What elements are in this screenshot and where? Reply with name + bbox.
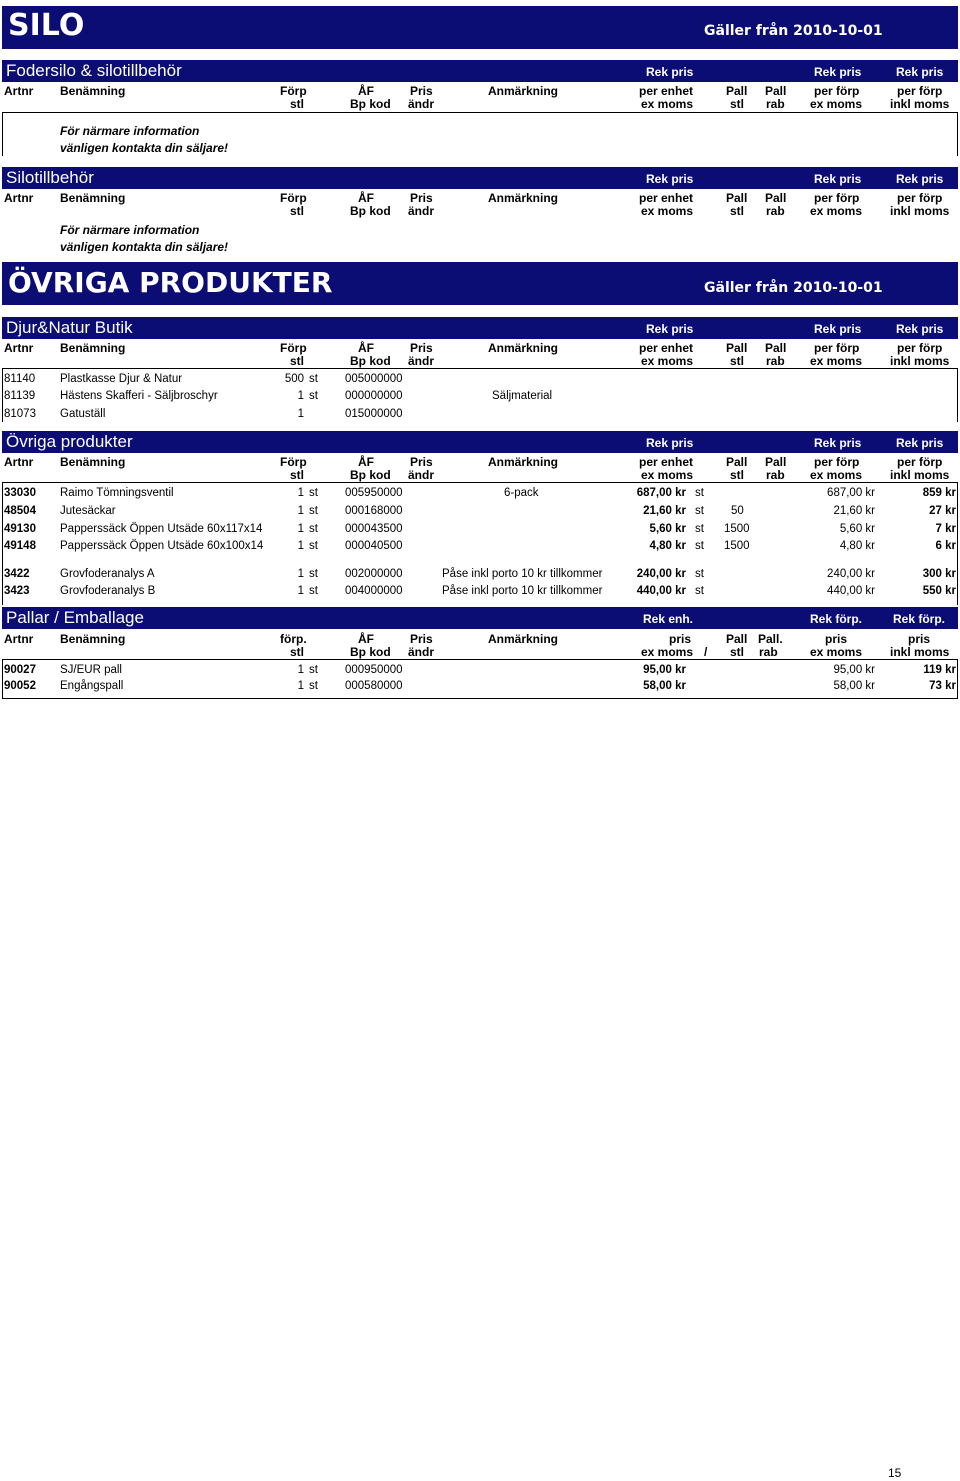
cell-qty: 1 <box>297 390 304 402</box>
col-inkl-moms: inkl moms <box>890 204 950 218</box>
cell-price: 5,60 kr <box>649 523 686 535</box>
col-andr: ändr <box>408 468 435 482</box>
rek-label: Rek förp. <box>810 612 863 626</box>
cell-unit: st <box>309 390 318 402</box>
col-ex-moms2: ex moms <box>810 468 863 482</box>
col-stl: stl <box>290 97 305 111</box>
cell-qty: 1 <box>297 680 304 692</box>
divider <box>957 482 958 605</box>
col-pris: Pris <box>410 632 433 646</box>
cell-inkl-moms: 73 kr <box>929 680 956 692</box>
cell-artnr: 90027 <box>4 664 36 676</box>
silo-title: SILO <box>8 8 85 43</box>
ovr-header-bar <box>2 431 958 453</box>
col-bpkod: Bp kod <box>350 204 391 218</box>
col-bpkod: Bp kod <box>350 97 391 111</box>
col-benamning: Benämning <box>60 455 126 469</box>
col-ex-moms: ex moms <box>641 645 694 659</box>
col-pall2: Pall. <box>758 632 783 646</box>
col-benamning: Benämning <box>60 191 126 205</box>
divider <box>2 368 958 369</box>
cell-code: 005000000 <box>345 373 403 385</box>
col-forp: Förp <box>280 341 307 355</box>
djur-title: Djur&Natur Butik <box>6 318 133 337</box>
col-ex-moms: ex moms <box>641 354 694 368</box>
rek-pris-label: Rek pris <box>646 322 694 336</box>
cell-note: 6-pack <box>504 487 539 499</box>
cell-qty: 1 <box>297 664 304 676</box>
cell-qty: 1 <box>297 487 304 499</box>
col-ex-moms2: ex moms <box>810 354 863 368</box>
col-ex-moms2: ex moms <box>810 97 863 111</box>
cell-name: Plastkasse Djur & Natur <box>60 373 183 385</box>
col-forp: förp. <box>280 632 307 646</box>
cell-artnr: 3423 <box>4 585 30 597</box>
cell-pall: 1500 <box>724 523 750 535</box>
col-inkl-moms: inkl moms <box>890 645 950 659</box>
col-pall2: Pall <box>765 84 787 98</box>
cell-inkl-moms: 6 kr <box>935 540 956 552</box>
cell-inkl-moms: 7 kr <box>935 523 956 535</box>
col-pris-inkl: pris <box>908 632 931 646</box>
col-rab: rab <box>766 204 785 218</box>
rek-pris-label: Rek pris <box>814 436 862 450</box>
col-anmarkning: Anmärkning <box>488 341 559 355</box>
col-stl: stl <box>290 468 305 482</box>
cell-ex-moms: 440,00 kr <box>827 585 875 597</box>
col-stl: stl <box>290 645 305 659</box>
cell-artnr: 49130 <box>4 523 36 535</box>
djur-header-bar <box>2 317 958 339</box>
cell-name: Grovfoderanalys A <box>60 568 155 580</box>
cell-price-unit: st <box>695 487 704 499</box>
col-rab: rab <box>766 468 785 482</box>
ovriga-title: ÖVRIGA PRODUKTER <box>8 266 333 299</box>
rek-pris-label: Rek pris <box>814 172 862 186</box>
cell-unit: st <box>309 585 318 597</box>
col-pall: Pall <box>726 84 748 98</box>
cell-unit: st <box>309 373 318 385</box>
col-pris: Pris <box>410 341 433 355</box>
cell-name: Hästens Skafferi - Säljbroschyr <box>60 390 218 402</box>
col-bpkod: Bp kod <box>350 354 391 368</box>
cell-inkl-moms: 300 kr <box>922 568 956 580</box>
col-benamning: Benämning <box>60 84 126 98</box>
cell-qty: 1 <box>297 505 304 517</box>
col-ex-moms2: ex moms <box>810 204 863 218</box>
col-af: ÅF <box>358 341 374 355</box>
cell-price: 4,80 kr <box>649 540 686 552</box>
cell-code: 000043500 <box>345 523 403 535</box>
rek-pris-label: Rek pris <box>646 65 694 79</box>
col-slash: / <box>704 645 708 659</box>
cell-qty: 1 <box>297 568 304 580</box>
col-pris: Pris <box>410 191 433 205</box>
rek-pris-label: Rek pris <box>896 436 944 450</box>
col-pall-stl: stl <box>730 97 745 111</box>
col-rab: rab <box>766 97 785 111</box>
pallar-title: Pallar / Emballage <box>6 608 144 627</box>
cell-price: 687,00 kr <box>636 487 686 499</box>
cell-code: 000040500 <box>345 540 403 552</box>
cell-unit: st <box>309 540 318 552</box>
rek-pris-label: Rek pris <box>896 322 944 336</box>
cell-price-unit: st <box>695 505 704 517</box>
col-benamning: Benämning <box>60 632 126 646</box>
rek-pris-label: Rek pris <box>896 65 944 79</box>
contact-note: För närmare information <box>60 124 200 138</box>
divider <box>2 659 3 699</box>
cell-inkl-moms: 859 kr <box>922 487 956 499</box>
col-pall: Pall <box>726 632 748 646</box>
col-pall-stl: stl <box>730 354 745 368</box>
cell-code: 000950000 <box>345 664 403 676</box>
col-pall: Pall <box>726 341 748 355</box>
cell-name: Jutesäckar <box>60 505 116 517</box>
cell-price-unit: st <box>695 585 704 597</box>
divider <box>2 368 3 422</box>
silotillbehor-header-bar <box>2 167 958 189</box>
rek-pris-label: Rek pris <box>646 436 694 450</box>
cell-price: 58,00 kr <box>643 680 686 692</box>
cell-price: 440,00 kr <box>636 585 686 597</box>
cell-code: 015000000 <box>345 408 403 420</box>
divider <box>2 112 3 156</box>
cell-artnr: 81140 <box>4 373 36 385</box>
cell-qty: 500 <box>284 373 304 385</box>
pallar-header-bar <box>2 607 958 629</box>
divider <box>2 482 958 483</box>
cell-unit: st <box>309 487 318 499</box>
col-benamning: Benämning <box>60 341 126 355</box>
silo-valid-from: Gäller från 2010-10-01 <box>704 23 883 39</box>
col-pall2: Pall <box>765 341 787 355</box>
cell-inkl-moms: 119 kr <box>923 664 956 676</box>
col-per-forp: per förp <box>814 455 860 469</box>
cell-note: Påse inkl porto 10 kr tillkommer <box>442 585 603 597</box>
col-pall-stl: stl <box>730 468 745 482</box>
rek-label: Rek förp. <box>893 612 946 626</box>
divider <box>2 659 958 660</box>
col-inkl-moms: inkl moms <box>890 354 950 368</box>
cell-name: SJ/EUR pall <box>60 664 122 676</box>
col-anmarkning: Anmärkning <box>488 455 559 469</box>
cell-code: 004000000 <box>345 585 403 597</box>
divider <box>2 482 3 605</box>
rek-pris-label: Rek pris <box>814 65 862 79</box>
cell-unit: st <box>309 568 318 580</box>
col-ex-moms: ex moms <box>641 97 694 111</box>
col-forp: Förp <box>280 191 307 205</box>
cell-note: Säljmaterial <box>492 390 553 402</box>
col-per-forp2: per förp <box>897 341 943 355</box>
cell-name: Raimo Tömningsventil <box>60 487 174 499</box>
cell-inkl-moms: 550 kr <box>922 585 956 597</box>
col-pall: Pall <box>726 455 748 469</box>
cell-qty: 1 <box>297 523 304 535</box>
col-bpkod: Bp kod <box>350 645 391 659</box>
contact-note: För närmare information <box>60 223 200 237</box>
col-bpkod: Bp kod <box>350 468 391 482</box>
silo-banner <box>2 6 958 49</box>
col-per-enhet: per enhet <box>639 84 694 98</box>
cell-pall: 50 <box>731 505 744 517</box>
col-per-forp: per förp <box>814 84 860 98</box>
col-andr: ändr <box>408 354 435 368</box>
col-forp: Förp <box>280 455 307 469</box>
col-inkl-moms: inkl moms <box>890 97 950 111</box>
col-rab: rab <box>766 354 785 368</box>
col-andr: ändr <box>408 97 435 111</box>
col-andr: ändr <box>408 204 435 218</box>
col-pall2: Pall <box>765 455 787 469</box>
col-ex-moms: ex moms <box>641 468 694 482</box>
cell-code: 000580000 <box>345 680 403 692</box>
cell-name: Papperssäck Öppen Utsäde 60x117x14 <box>60 523 263 535</box>
col-anmarkning: Anmärkning <box>488 191 559 205</box>
divider <box>957 112 958 156</box>
col-pall2: Pall <box>765 191 787 205</box>
cell-qty: 1 <box>297 540 304 552</box>
col-per-enhet: per enhet <box>639 341 694 355</box>
cell-unit: st <box>309 523 318 535</box>
col-pall-stl: stl <box>730 645 745 659</box>
col-pall: Pall <box>726 191 748 205</box>
cell-code: 002000000 <box>345 568 403 580</box>
col-af: ÅF <box>358 84 374 98</box>
cell-artnr: 81073 <box>4 408 36 420</box>
col-stl: stl <box>290 204 305 218</box>
col-andr: ändr <box>408 645 435 659</box>
divider <box>957 368 958 422</box>
cell-name: Gatuställ <box>60 408 106 420</box>
rek-pris-label: Rek pris <box>896 172 944 186</box>
rek-pris-label: Rek pris <box>814 322 862 336</box>
ovriga-banner <box>2 262 958 305</box>
col-per-forp: per förp <box>814 341 860 355</box>
ovriga-valid-from: Gäller från 2010-10-01 <box>704 280 883 296</box>
cell-code: 000168000 <box>345 505 403 517</box>
col-ex-moms: ex moms <box>641 204 694 218</box>
cell-artnr: 49148 <box>4 540 36 552</box>
cell-code: 000000000 <box>345 390 403 402</box>
ovr-title: Övriga produkter <box>6 432 133 451</box>
rek-pris-label: Rek pris <box>646 172 694 186</box>
col-per-forp: per förp <box>814 191 860 205</box>
divider <box>957 659 958 699</box>
col-pris-forp: pris <box>825 632 848 646</box>
cell-ex-moms: 58,00 kr <box>833 680 875 692</box>
cell-artnr: 33030 <box>4 487 36 499</box>
cell-unit: st <box>309 505 318 517</box>
cell-inkl-moms: 27 kr <box>929 505 956 517</box>
col-per-forp2: per förp <box>897 455 943 469</box>
cell-pall: 1500 <box>724 540 750 552</box>
cell-price: 21,60 kr <box>643 505 686 517</box>
cell-artnr: 81139 <box>4 390 36 402</box>
col-af: ÅF <box>358 191 374 205</box>
col-artnr: Artnr <box>4 341 34 355</box>
col-inkl-moms: inkl moms <box>890 468 950 482</box>
cell-price-unit: st <box>695 568 704 580</box>
col-per-forp2: per förp <box>897 84 943 98</box>
cell-price-unit: st <box>695 540 704 552</box>
cell-ex-moms: 240,00 kr <box>827 568 875 580</box>
cell-name: Engångspall <box>60 680 124 692</box>
cell-artnr: 3422 <box>4 568 30 580</box>
contact-note: vänligen kontakta din säljare! <box>60 141 229 155</box>
col-artnr: Artnr <box>4 84 34 98</box>
rek-label: Rek enh. <box>643 612 694 626</box>
page-number: 15 <box>888 1466 902 1480</box>
cell-name: Grovfoderanalys B <box>60 585 156 597</box>
cell-note: Påse inkl porto 10 kr tillkommer <box>442 568 603 580</box>
silotillbehor-title: Silotillbehör <box>6 168 94 187</box>
col-anmarkning: Anmärkning <box>488 84 559 98</box>
col-per-enhet: per enhet <box>639 191 694 205</box>
contact-note: vänligen kontakta din säljare! <box>60 240 229 254</box>
col-rab: rab <box>759 645 778 659</box>
fodersilo-title: Fodersilo & silotillbehör <box>6 61 182 80</box>
divider <box>2 698 958 699</box>
cell-artnr: 90052 <box>4 680 36 692</box>
cell-name: Papperssäck Öppen Utsäde 60x100x14 <box>60 540 264 552</box>
cell-ex-moms: 5,60 kr <box>839 523 875 535</box>
col-per-forp2: per förp <box>897 191 943 205</box>
cell-code: 005950000 <box>345 487 403 499</box>
col-artnr: Artnr <box>4 455 34 469</box>
col-artnr: Artnr <box>4 191 34 205</box>
col-anmarkning: Anmärkning <box>488 632 559 646</box>
col-stl: stl <box>290 354 305 368</box>
cell-ex-moms: 4,80 kr <box>839 540 875 552</box>
cell-unit: st <box>309 680 318 692</box>
cell-ex-moms: 21,60 kr <box>833 505 875 517</box>
col-artnr: Artnr <box>4 632 34 646</box>
col-af: ÅF <box>358 632 374 646</box>
cell-artnr: 48504 <box>4 505 36 517</box>
cell-qty: 1 <box>297 408 304 420</box>
fodersilo-header-bar <box>2 60 958 82</box>
col-pris: Pris <box>410 455 433 469</box>
divider <box>2 112 958 113</box>
cell-price-unit: st <box>695 523 704 535</box>
cell-qty: 1 <box>297 585 304 597</box>
cell-unit: st <box>309 664 318 676</box>
col-per-enhet: per enhet <box>639 455 694 469</box>
col-pris: Pris <box>410 84 433 98</box>
cell-ex-moms: 95,00 kr <box>833 664 875 676</box>
cell-price: 95,00 kr <box>643 664 686 676</box>
col-af: ÅF <box>358 455 374 469</box>
col-ex-moms2: ex moms <box>810 645 863 659</box>
cell-ex-moms: 687,00 kr <box>827 487 875 499</box>
col-forp: Förp <box>280 84 307 98</box>
col-pris-enh: pris <box>669 632 692 646</box>
cell-price: 240,00 kr <box>636 568 686 580</box>
col-pall-stl: stl <box>730 204 745 218</box>
